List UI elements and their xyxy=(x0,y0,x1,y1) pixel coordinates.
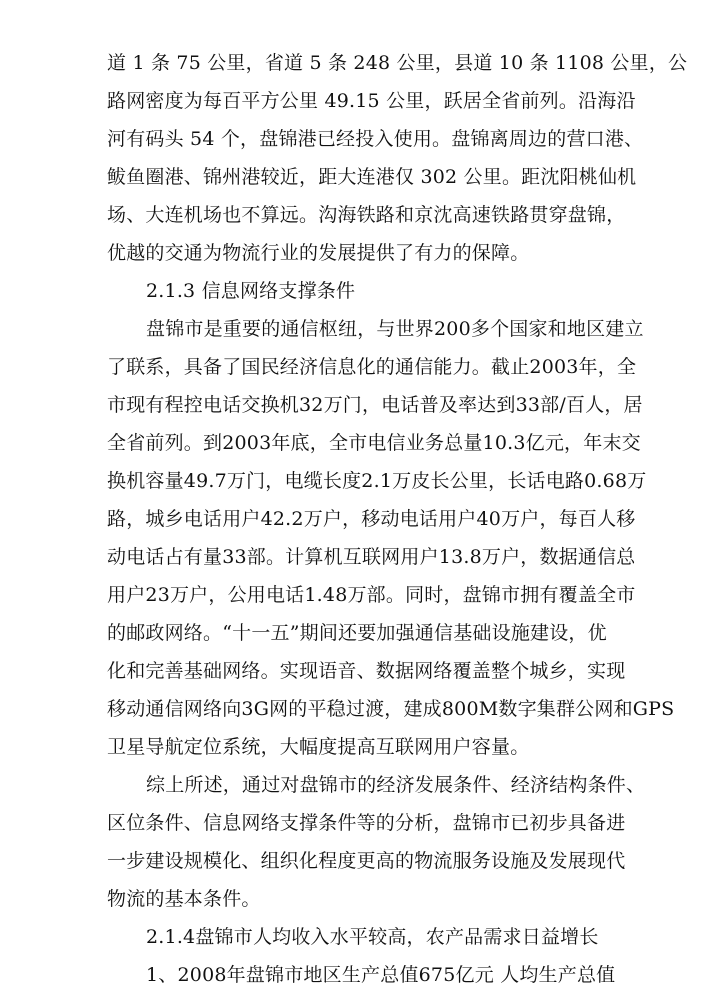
text-line: 换机容量49.7万门，电缆长度2.1万皮长公里，长话电路0.68万 xyxy=(107,470,647,492)
text-line: 路网密度为每百平方公里 49.15 公里，跃居全省前列。沿海沿 xyxy=(107,90,636,112)
text-line: 市现有程控电话交换机32万门，电话普及率达到33部/百人，居 xyxy=(107,394,643,416)
text-line: 盘锦市是重要的通信枢纽，与世界200多个国家和地区建立 xyxy=(146,318,644,340)
text-line: 鲅鱼圈港、锦州港较近，距大连港仅 302 公里。距沈阳桃仙机 xyxy=(107,166,637,188)
text-line: 物流的基本条件。 xyxy=(107,888,261,910)
list-item-1: 1、2008年盘锦市地区生产总值675亿元 人均生产总值 xyxy=(146,964,616,986)
text-line: 优越的交通为物流行业的发展提供了有力的保障。 xyxy=(107,242,530,264)
text-line: 移动通信网络向3G网的平稳过渡，建成800M数字集群公网和GPS xyxy=(107,698,675,720)
text-line: 一步建设规模化、组织化程度更高的物流服务设施及发展现代 xyxy=(107,850,626,872)
text-line: 综上所述，通过对盘锦市的经济发展条件、经济结构条件、 xyxy=(146,774,646,796)
section-heading-2-1-3: 2.1.3 信息网络支撑条件 xyxy=(146,280,356,302)
text-line: 区位条件、信息网络支撑条件等的分析，盘锦市已初步具备进 xyxy=(107,812,626,834)
text-line: 场、大连机场也不算远。沟海铁路和京沈高速铁路贯穿盘锦， xyxy=(107,204,626,226)
text-line: 化和完善基础网络。实现语音、数据网络覆盖整个城乡，实现 xyxy=(107,660,626,682)
text-line: 路，城乡电话用户42.2万户，移动电话用户40万户，每百人移 xyxy=(107,508,636,530)
text-line: 的邮政网络。“十一五”期间还要加强通信基础设施建设，优 xyxy=(107,622,607,644)
text-line: 用户23万户，公用电话1.48万部。同时，盘锦市拥有覆盖全市 xyxy=(107,584,636,606)
text-line: 卫星导航定位系统，大幅度提高互联网用户容量。 xyxy=(107,736,530,758)
text-line: 了联系，具备了国民经济信息化的通信能力。截止2003年，全 xyxy=(107,356,637,378)
text-line: 全省前列。到2003年底，全市电信业务总量10.3亿元，年末交 xyxy=(107,432,641,454)
text-line: 河有码头 54 个，盘锦港已经投入使用。盘锦离周边的营口港、 xyxy=(107,128,644,150)
text-line: 道 1 条 75 公里，省道 5 条 248 公里，县道 10 条 1108 公里，公 xyxy=(107,52,688,74)
section-heading-2-1-4: 2.1.4盘锦市人均收入水平较高，农产品需求日益增长 xyxy=(146,926,599,948)
text-line: 动电话占有量33部。计算机互联网用户13.8万户，数据通信总 xyxy=(107,546,636,568)
